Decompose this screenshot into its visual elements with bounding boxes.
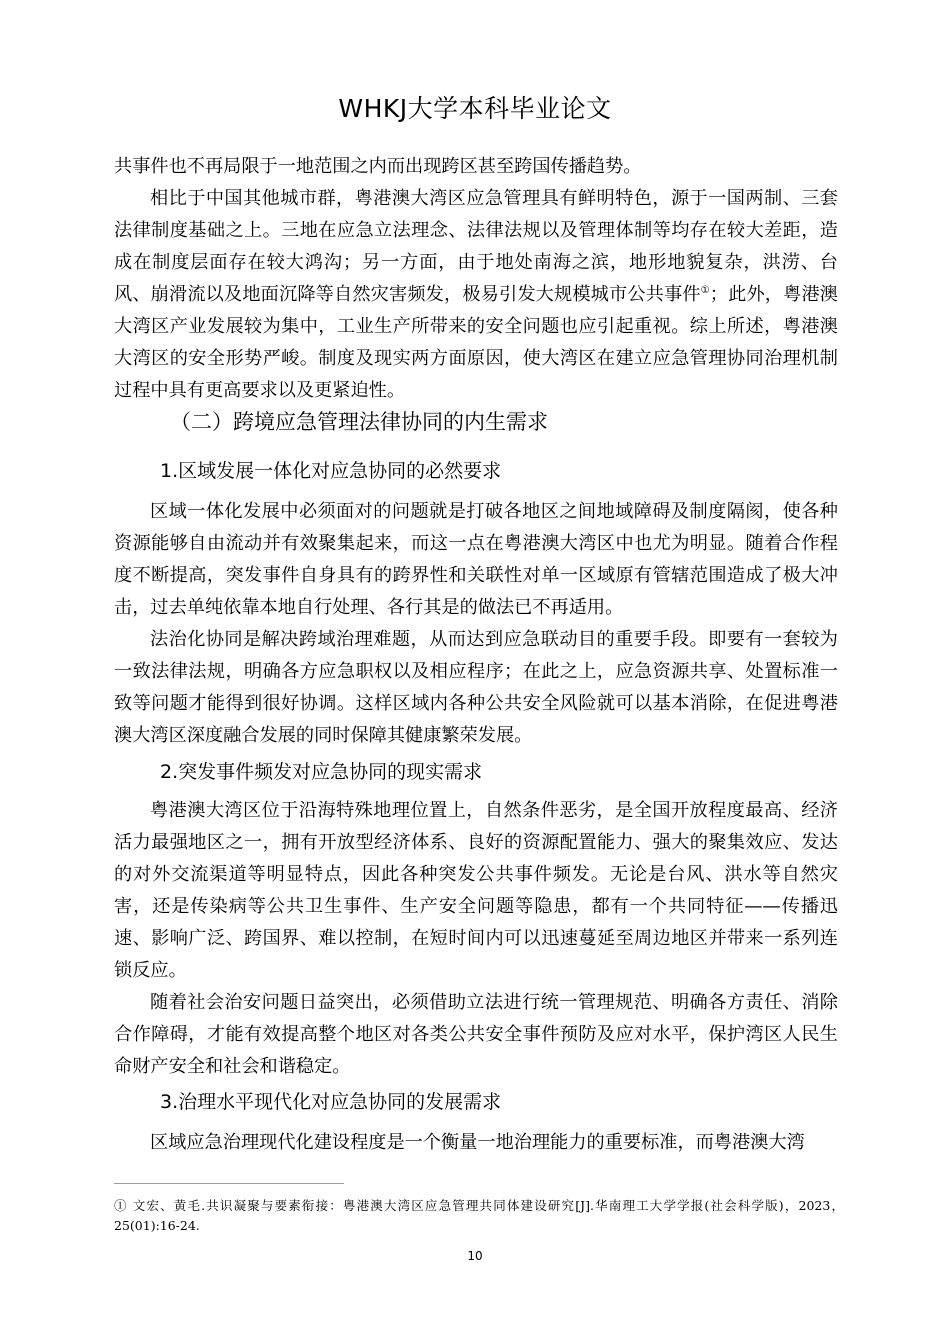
footnote-separator (114, 1183, 344, 1184)
footnote-reference[interactable]: ① (700, 284, 710, 296)
page-number: 10 (467, 1249, 483, 1263)
subsection-heading-1: 1.区域发展一体化对应急协同的必然要求 (160, 460, 502, 482)
paragraph-continued: 共事件也不再局限于一地范围之内而出现跨区甚至跨国传播趋势。 (114, 156, 642, 177)
body-block-sub3 (114, 1127, 838, 1159)
section-heading: （二）跨境应急管理法律协同的内生需求 (170, 410, 548, 434)
paragraph: 随着社会治安问题日益突出，必须借助立法进行统一管理规范、明确各方责任、消除合作障碍，才能有效提高整个地区对各类公共安全事件预防及应对水平，保护湾区人民生命财产安全和社会和谐稳定。 (114, 992, 838, 1077)
paragraph-text: 相比于中国其他城市群，粤港澳大湾区应急管理具有鲜明特色，源于一国两制、三套法律制度基础之上。三地在应急立法理念、法律法规以及管理体制等均存在较大差距，造成在制度层面存在较大鸿沟；另一方面，由于地处南海之滨，地形地貌复杂，洪涝、台风、崩滑流以及地面沉降等自然灾害频发，极易引发大规模城市公共事件 (114, 188, 838, 305)
body-block-sub2 (114, 795, 838, 1083)
paragraph-text: ；此外，粤港澳大湾区产业发展较为集中，工业生产所带来的安全问题也应引起重视。综上所述，粤港澳大湾区的安全形势严峻。制度及现实两方面原因，使大湾区在建立应急管理协同治理机制过程中具有更高要求以及更紧迫性。 (114, 284, 838, 401)
body-block-sub1 (114, 496, 838, 752)
subsection-heading-2: 2.突发事件频发对应急协同的现实需求 (160, 761, 483, 783)
footnote: ① 文宏、黄毛.共识凝聚与要素衔接：粤港澳大湾区应急管理共同体建设研究[J].华南理工大学学报(社会科学版)，2023，25(01):16-24. (114, 1198, 844, 1233)
paragraph: 区域应急治理现代化建设程度是一个衡量一地治理能力的重要标准，而粤港澳大湾 (150, 1132, 805, 1153)
body-block-intro (114, 151, 838, 407)
subsection-heading-3: 3.治理水平现代化对应急协同的发展需求 (160, 1091, 502, 1113)
paragraph: 法治化协同是解决跨域治理难题，从而达到应急联动目的重要手段。即要有一套较为一致法律法规，明确各方应急职权以及相应程序；在此之上，应急资源共享、处置标准一致等问题才能得到很好协调。这样区域内各种公共安全风险就可以基本消除，在促进粤港澳大湾区深度融合发展的同时保障其健康繁荣发展。 (114, 629, 838, 746)
paragraph: 粤港澳大湾区位于沿海特殊地理位置上，自然条件恶劣，是全国开放程度最高、经济活力最强地区之一，拥有开放型经济体系、良好的资源配置能力、强大的聚集效应、发达的对外交流渠道等明显特点，因此各种突发公共事件频发。无论是台风、洪水等自然灾害，还是传染病等公共卫生事件、生产安全问题等隐患，都有一个共同特征——传播迅速、影响广泛、跨国界、难以控制，在短时间内可以迅速蔓延至周边地区并带来一系列连锁反应。 (114, 800, 838, 981)
paragraph-gba-features (114, 183, 838, 407)
paragraph: 区域一体化发展中必须面对的问题就是打破各地区之间地域障碍及制度隔阂，使各种资源能够自由流动并有效聚集起来，而这一点在粤港澳大湾区中也尤为明显。随着合作程度不断提高，突发事件自身具有的跨界性和关联性对单一区域原有管辖范围造成了极大冲击，过去单纯依靠本地自行处理、各行其是的做法已不再适用。 (114, 501, 838, 618)
page-header-title: WHKJ大学本科毕业论文 (338, 94, 612, 123)
